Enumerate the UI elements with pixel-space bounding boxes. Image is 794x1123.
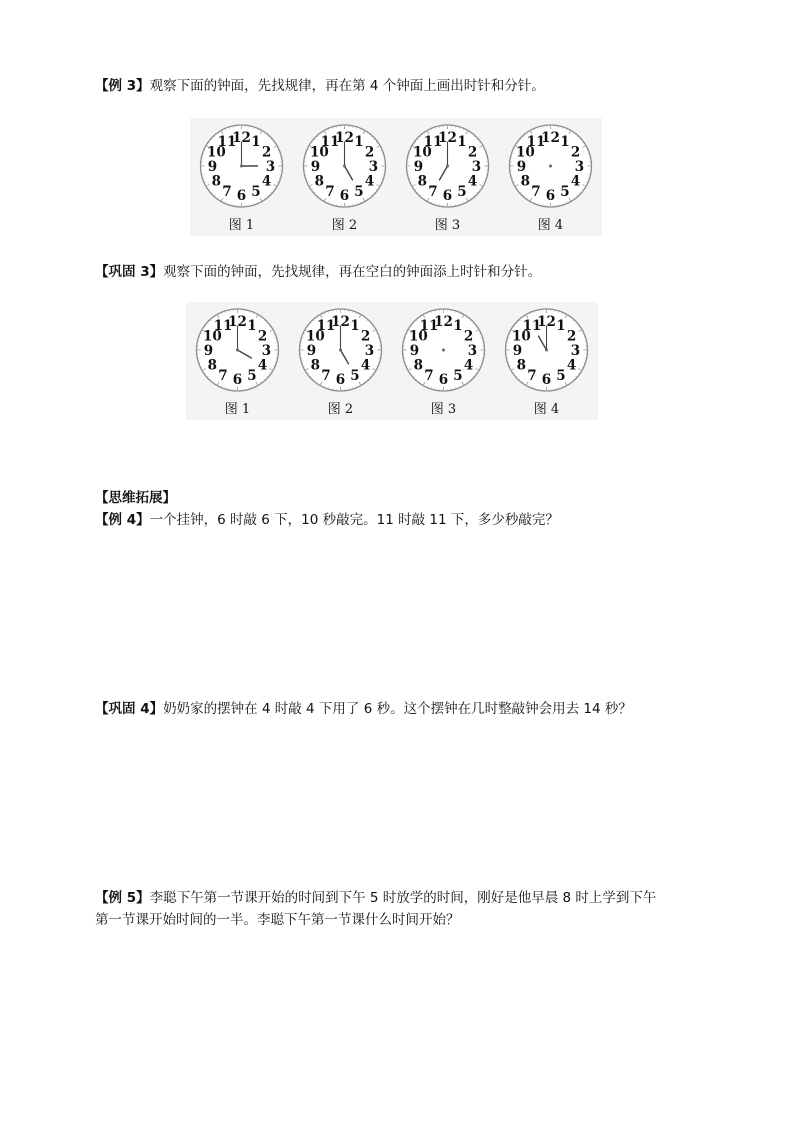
clock-numeral: 11 [320, 133, 340, 150]
consolidate3-clock-row [186, 302, 598, 420]
clock-numeral: 9 [310, 159, 321, 175]
clock-numeral: 8 [310, 357, 321, 374]
clock-numeral: 2 [463, 328, 474, 345]
clock-numeral: 3 [265, 159, 276, 175]
clock-numeral: 3 [574, 159, 585, 175]
clock-center [442, 349, 445, 352]
example3-prompt [95, 75, 545, 97]
clock-numeral: 5 [354, 184, 364, 201]
clock-center [549, 165, 552, 168]
clock-numeral: 11 [213, 317, 233, 334]
clock-numeral: 11 [522, 317, 542, 334]
clock-numeral: 9 [413, 159, 424, 175]
example3-tag: 【例 3】 [95, 78, 150, 94]
clock-caption: 图 1 [224, 402, 251, 417]
example5-line1: 李聪下午第一节课开始的时间到下午 5 时放学的时间，刚好是他早晨 8 时上学到下午 [149, 890, 657, 906]
clock-numeral: 2 [566, 328, 577, 345]
clock-numeral: 1 [354, 133, 364, 150]
clock-numeral: 4 [261, 173, 272, 190]
clock-svg [495, 302, 598, 398]
clock-numeral: 2 [360, 328, 371, 345]
clock-numeral: 12 [228, 314, 247, 330]
clock-numeral: 9 [203, 343, 214, 359]
clock-numeral: 1 [350, 317, 360, 334]
clock-numeral: 5 [453, 368, 463, 385]
clock-numeral: 8 [207, 357, 218, 374]
clock-numeral: 8 [314, 173, 325, 190]
clock-numeral: 7 [321, 368, 331, 385]
clock-face [495, 302, 598, 420]
clock-numeral: 6 [545, 188, 556, 204]
clock-numeral: 4 [360, 357, 371, 374]
clock-face [190, 118, 293, 236]
clock-numeral: 2 [570, 144, 581, 161]
clock-numeral: 9 [207, 159, 218, 175]
clock-numeral: 12 [438, 130, 457, 146]
clock-caption: 图 3 [434, 218, 461, 233]
clock-numeral: 9 [306, 343, 317, 359]
clock-numeral: 10 [305, 328, 325, 345]
clock-numeral: 6 [236, 188, 247, 204]
clock-numeral: 10 [309, 144, 329, 161]
consolidate4-text: 奶奶家的摆钟在 4 时敲 4 下用了 6 秒。这个摆钟在几时整敲钟会用去 14 秒？ [163, 701, 632, 717]
clock-caption: 图 2 [331, 218, 358, 233]
example4-text: 一个挂钟，6 时敲 6 下，10 秒敲完。11 时敲 11 下，多少秒敲完？ [149, 512, 559, 528]
clock-numeral: 2 [257, 328, 268, 345]
clock-numeral: 5 [251, 184, 261, 201]
clock-numeral: 3 [364, 343, 375, 359]
clock-numeral: 10 [515, 144, 535, 161]
clock-center [236, 349, 239, 352]
clock-numeral: 1 [251, 133, 261, 150]
clock-numeral: 8 [211, 173, 222, 190]
clock-numeral: 4 [257, 357, 268, 374]
clock-numeral: 1 [556, 317, 566, 334]
clock-numeral: 11 [217, 133, 237, 150]
clock-numeral: 12 [232, 130, 251, 146]
clock-numeral: 6 [541, 372, 552, 388]
clock-numeral: 1 [453, 317, 463, 334]
clock-caption: 图 3 [430, 402, 457, 417]
consolidate4-tag: 【巩固 4】 [95, 701, 164, 717]
clock-numeral: 2 [467, 144, 478, 161]
clock-svg [396, 118, 499, 214]
clock-numeral: 4 [467, 173, 478, 190]
clock-numeral: 12 [434, 314, 453, 330]
clock-numeral: 5 [560, 184, 570, 201]
clock-center [339, 349, 342, 352]
clock-numeral: 3 [570, 343, 581, 359]
clock-face [293, 118, 396, 236]
clock-numeral: 6 [442, 188, 453, 204]
clock-face [499, 118, 602, 236]
consolidate3-prompt [95, 261, 541, 283]
clock-numeral: 10 [202, 328, 222, 345]
clock-numeral: 4 [566, 357, 577, 374]
clock-numeral: 11 [423, 133, 443, 150]
clock-center [240, 165, 243, 168]
clock-center [343, 165, 346, 168]
clock-numeral: 9 [516, 159, 527, 175]
clock-center [446, 165, 449, 168]
clock-numeral: 9 [512, 343, 523, 359]
clock-numeral: 4 [570, 173, 581, 190]
consolidate3-tag: 【巩固 3】 [95, 264, 164, 280]
clock-face [396, 118, 499, 236]
clock-caption: 图 4 [533, 402, 560, 417]
example3-text: 观察下面的钟面，先找规律，再在第 4 个钟面上画出时针和分针。 [149, 78, 545, 94]
clock-numeral: 8 [417, 173, 428, 190]
clock-numeral: 7 [218, 368, 228, 385]
clock-numeral: 7 [222, 184, 232, 201]
example5-prompt [95, 887, 656, 909]
clock-caption: 图 4 [537, 218, 564, 233]
example5-line2: 第一节课开始时间的一半。李聪下午第一节课什么时间开始？ [95, 912, 460, 928]
clock-numeral: 6 [335, 372, 346, 388]
example5-tag: 【例 5】 [95, 890, 150, 906]
clock-numeral: 8 [520, 173, 531, 190]
clock-svg [392, 302, 495, 398]
clock-numeral: 3 [471, 159, 482, 175]
clock-numeral: 10 [412, 144, 432, 161]
clock-face [186, 302, 289, 420]
clock-numeral: 5 [247, 368, 257, 385]
clock-numeral: 1 [247, 317, 257, 334]
consolidate3-text: 观察下面的钟面，先找规律，再在空白的钟面添上时针和分针。 [163, 264, 542, 280]
clock-numeral: 3 [368, 159, 379, 175]
clock-numeral: 12 [537, 314, 556, 330]
clock-numeral: 10 [206, 144, 226, 161]
clock-numeral: 5 [457, 184, 467, 201]
clock-numeral: 1 [560, 133, 570, 150]
clock-numeral: 11 [419, 317, 439, 334]
clock-numeral: 6 [232, 372, 243, 388]
example4-tag: 【例 4】 [95, 512, 150, 528]
clock-numeral: 6 [339, 188, 350, 204]
clock-center [545, 349, 548, 352]
clock-numeral: 5 [350, 368, 360, 385]
clock-numeral: 7 [325, 184, 335, 201]
clock-svg [190, 118, 293, 214]
clock-numeral: 10 [408, 328, 428, 345]
clock-numeral: 3 [261, 343, 272, 359]
clock-numeral: 3 [467, 343, 478, 359]
clock-svg [293, 118, 396, 214]
clock-numeral: 10 [511, 328, 531, 345]
clock-svg [499, 118, 602, 214]
example3-clock-row [190, 118, 602, 236]
clock-numeral: 7 [531, 184, 541, 201]
clock-numeral: 12 [541, 130, 560, 146]
clock-numeral: 2 [261, 144, 272, 161]
clock-numeral: 4 [364, 173, 375, 190]
clock-numeral: 11 [316, 317, 336, 334]
clock-svg [186, 302, 289, 398]
thinking-heading: 【思维拓展】 [95, 490, 176, 506]
clock-numeral: 9 [409, 343, 420, 359]
clock-numeral: 6 [438, 372, 449, 388]
clock-numeral: 1 [457, 133, 467, 150]
clock-numeral: 7 [527, 368, 537, 385]
clock-face [392, 302, 495, 420]
clock-numeral: 12 [331, 314, 350, 330]
consolidate4-prompt [95, 698, 632, 720]
clock-numeral: 7 [424, 368, 434, 385]
example4-prompt [95, 509, 559, 531]
clock-numeral: 8 [516, 357, 527, 374]
clock-caption: 图 2 [327, 402, 354, 417]
clock-numeral: 12 [335, 130, 354, 146]
clock-numeral: 2 [364, 144, 375, 161]
clock-face [289, 302, 392, 420]
clock-numeral: 11 [526, 133, 546, 150]
clock-numeral: 4 [463, 357, 474, 374]
clock-svg [289, 302, 392, 398]
clock-numeral: 5 [556, 368, 566, 385]
clock-numeral: 7 [428, 184, 438, 201]
clock-numeral: 8 [413, 357, 424, 374]
clock-caption: 图 1 [228, 218, 255, 233]
